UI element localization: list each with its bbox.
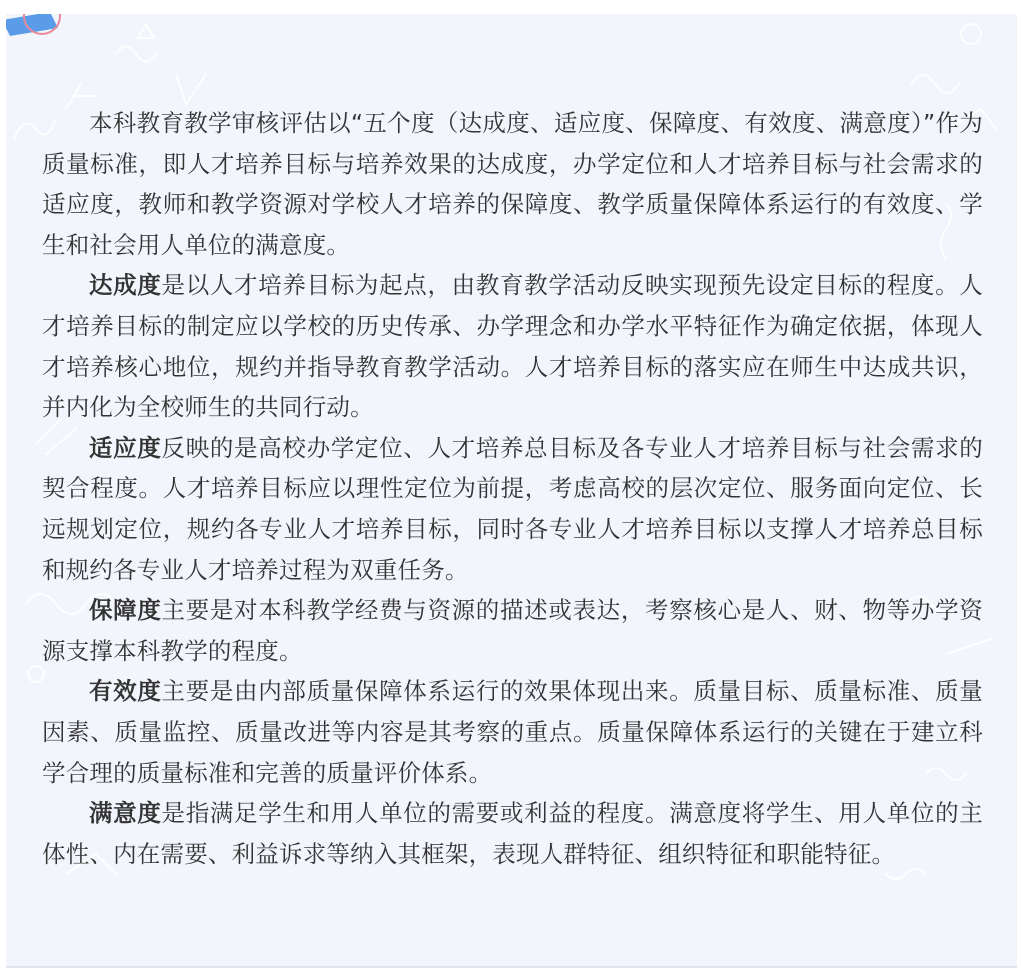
article-body bbox=[42, 103, 983, 874]
section-paragraph-assurance bbox=[42, 590, 983, 671]
section-paragraph-satisfaction bbox=[42, 793, 983, 874]
article-card bbox=[6, 14, 1017, 968]
section-term: 保障度 bbox=[89, 596, 162, 625]
section-text: 主要是由内部质量保障体系运行的效果体现出来。质量目标、质量标准、质量因素、质量监控、质量改进等内容是其考察的重点。质量保障体系运行的关键在于建立科学合理的质量标准和完善的质量评价体系。 bbox=[42, 677, 983, 787]
tape-and-circle-icon bbox=[6, 14, 76, 59]
section-paragraph-achievement bbox=[42, 265, 983, 427]
section-term: 适应度 bbox=[89, 433, 162, 462]
section-term: 达成度 bbox=[89, 271, 162, 300]
section-term: 有效度 bbox=[89, 677, 162, 706]
section-text: 主要是对本科教学经费与资源的描述或表达，考察核心是人、财、物等办学资源支撑本科教学的程度。 bbox=[42, 596, 983, 665]
section-paragraph-adaptability bbox=[42, 428, 983, 590]
section-text: 是以人才培养目标为起点，由教育教学活动反映实现预先设定目标的程度。人才培养目标的制定应以学校的历史传承、办学理念和办学水平特征作为确定依据，体现人才培养核心地位，规约并指导教育教学活动。人才培养目标的落实应在师生中达成共识，并内化为全校师生的共同行动。 bbox=[42, 271, 983, 422]
section-text: 是指满足学生和用人单位的需要或利益的程度。满意度将学生、用人单位的主体性、内在需要、利益诉求等纳入其框架，表现人群特征、组织特征和职能特征。 bbox=[42, 799, 983, 868]
intro-paragraph: 本科教育教学审核评估以“五个度（达成度、适应度、保障度、有效度、满意度）”作为质量标准，即人才培养目标与培养效果的达成度，办学定位和人才培养目标与社会需求的适应度，教师和教学资源对学校人才培养的保障度、教学质量保障体系运行的有效度、学生和社会用人单位的满意度。 bbox=[42, 109, 983, 259]
section-paragraph-effectiveness bbox=[42, 671, 983, 793]
section-term: 满意度 bbox=[89, 799, 162, 828]
section-text: 反映的是高校办学定位、人才培养总目标及各专业人才培养目标与社会需求的契合程度。人才培养目标应以理性定位为前提，考虑高校的层次定位、服务面向定位、长远规划定位，规约各专业人才培养目标，同时各专业人才培养目标以支撑人才培养总目标和规约各专业人才培养过程为双重任务。 bbox=[42, 433, 983, 584]
